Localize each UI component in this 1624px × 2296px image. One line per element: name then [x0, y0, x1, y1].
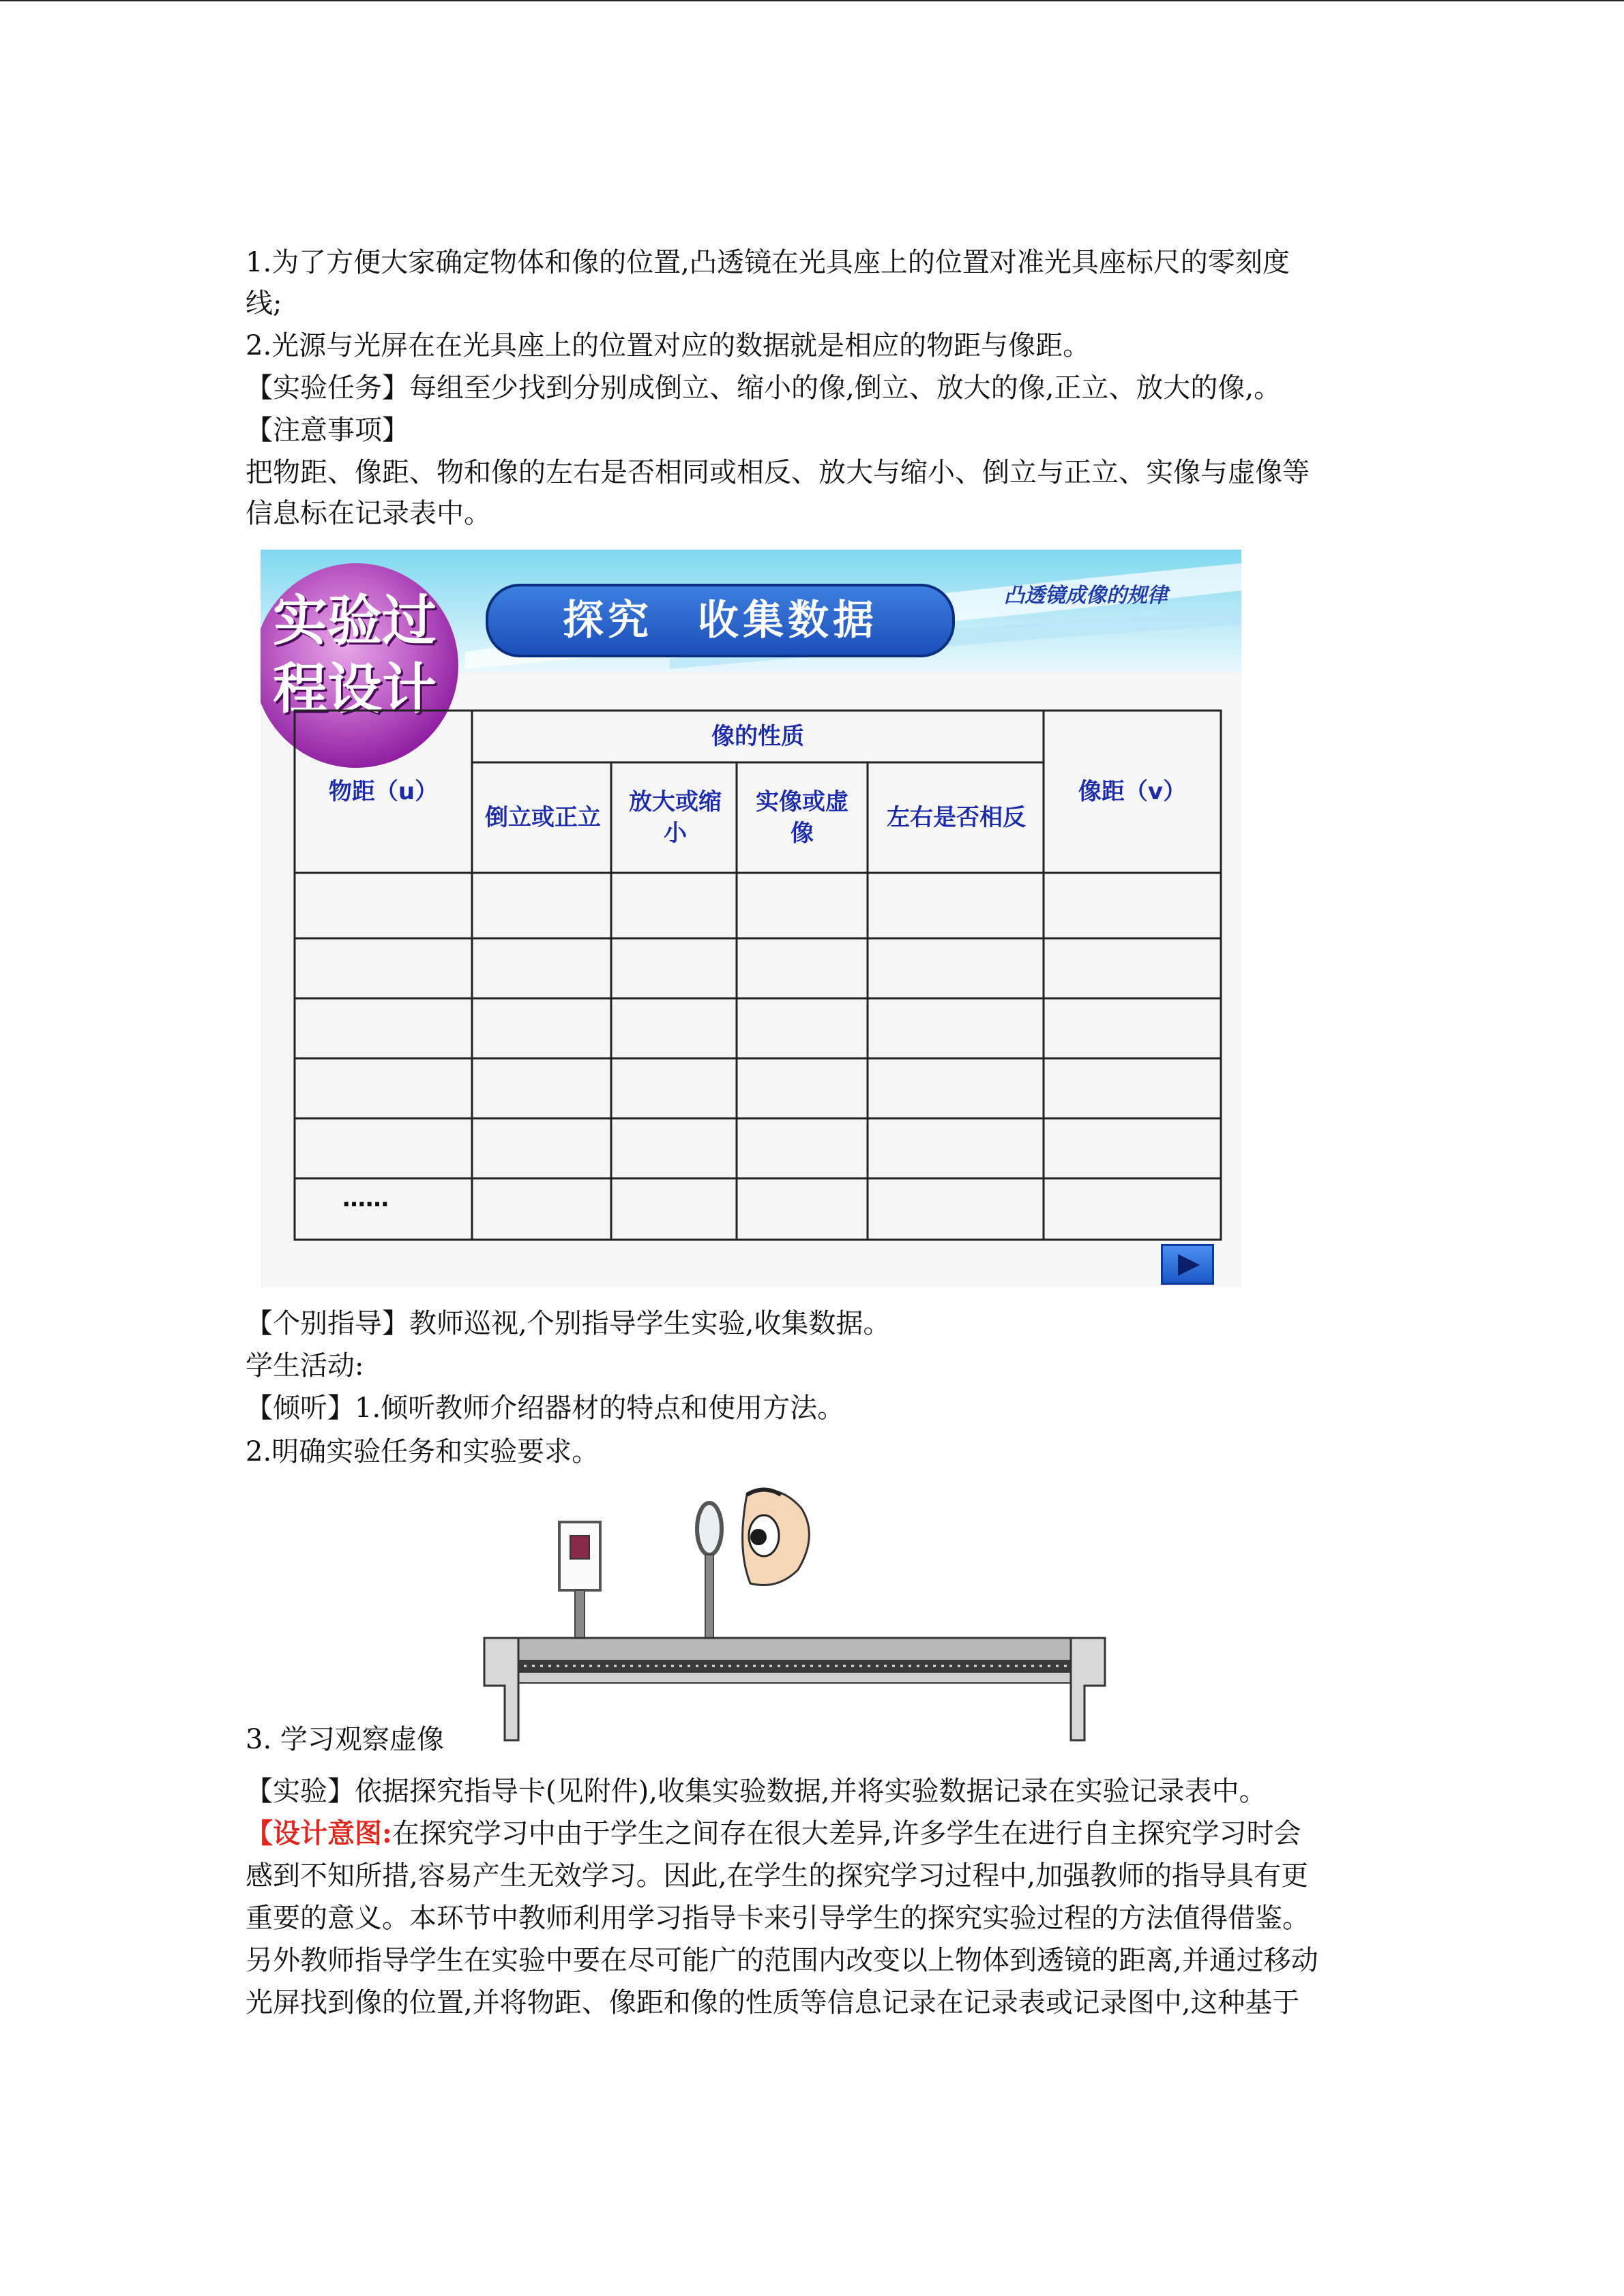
paragraph-1: 1.为了方便大家确定物体和像的位置,凸透镜在光具座上的位置对准光具座标尺的零刻度 [246, 247, 1290, 278]
listen-item-2: 2.明确实验任务和实验要求。 [246, 1436, 600, 1467]
notes-line-2: 信息标在记录表中。 [246, 498, 491, 529]
header-real-or-virtual: 实像或虚像 [756, 788, 848, 847]
header-image-distance: 像距（v） [1078, 778, 1187, 805]
convex-lens-icon [696, 1503, 723, 1658]
slide-title: 探究 收集数据 [486, 584, 955, 657]
optical-rail [484, 1638, 1105, 1740]
page-top-border [0, 0, 1624, 1]
design-intent-line-3: 重要的意义。本环节中教师利用学习指导卡来引导学生的探究实验过程的方法值得借鉴。 [246, 1903, 1310, 1934]
design-intent-line-5: 光屏找到像的位置,并将物距、像距和像的性质等信息记录在记录表或记录图中,这种基于 [246, 1987, 1300, 2018]
experiment-task: 【实验任务】每组至少找到分别成倒立、缩小的像,倒立、放大的像,正立、放大的像,。 [246, 372, 1282, 404]
paragraph-2: 2.光源与光屏在在光具座上的位置对应的数据就是相应的物距与像距。 [246, 330, 1091, 361]
notes-line-1: 把物距、像距、物和像的左右是否相同或相反、放大与缩小、倒立与正立、实像与虚像等 [246, 457, 1310, 488]
design-intent-label: 设计意图: [273, 1817, 392, 1849]
caption-observe-virtual-image: 3. 学习观察虚像 [246, 1724, 444, 1755]
listen-item-1: 【倾听】1.倾听教师介绍器材的特点和使用方法。 [246, 1392, 845, 1424]
eye-icon [743, 1490, 810, 1585]
optical-bench-illustration [477, 1481, 1112, 1754]
slide-corner-title: 凸透镜成像的规律 [1004, 584, 1168, 608]
paragraph-1-cont: 线; [246, 288, 282, 319]
data-table-grid [261, 550, 1241, 1287]
design-intent-line-4: 另外教师指导学生在实验中要在尽可能广的范围内改变以上物体到透镜的距离,并通过移动 [246, 1945, 1318, 1976]
design-open-bracket: 【 [246, 1817, 273, 1849]
design-intent-line-1 [246, 1818, 1301, 1849]
design-intent-line-2: 感到不知所措,容易产生无效学习。因此,在学生的探究学习过程中,加强教师的指导具有更 [246, 1860, 1309, 1892]
table-ellipsis-row: …… [342, 1185, 389, 1212]
student-activity-heading: 学生活动: [246, 1350, 364, 1382]
header-left-right-reversed: 左右是否相反 [887, 804, 1026, 831]
header-inverted-or-upright: 倒立或正立 [485, 804, 601, 831]
header-image-properties: 像的性质 [711, 723, 804, 750]
individual-guidance: 【个别指导】教师巡视,个别指导学生实验,收集数据。 [246, 1308, 891, 1339]
header-object-distance: 物距（u） [328, 778, 439, 805]
header-magnified-or-reduced: 放大或缩小 [629, 788, 722, 847]
next-slide-button[interactable] [1161, 1244, 1214, 1285]
design-intent-text: 在探究学习中由于学生之间存在很大差异,许多学生在进行自主探究学习时会 [392, 1818, 1301, 1849]
slide-figure [261, 550, 1241, 1287]
notes-heading: 【注意事项】 [246, 415, 409, 446]
play-arrow-icon [1175, 1253, 1202, 1277]
experiment-paragraph: 【实验】依据探究指导卡(见附件),收集实验数据,并将实验数据记录在实验记录表中。 [246, 1776, 1267, 1807]
badge-text-line-1: 实验过 [273, 589, 437, 653]
badge-text-line-2: 程设计 [273, 657, 437, 721]
